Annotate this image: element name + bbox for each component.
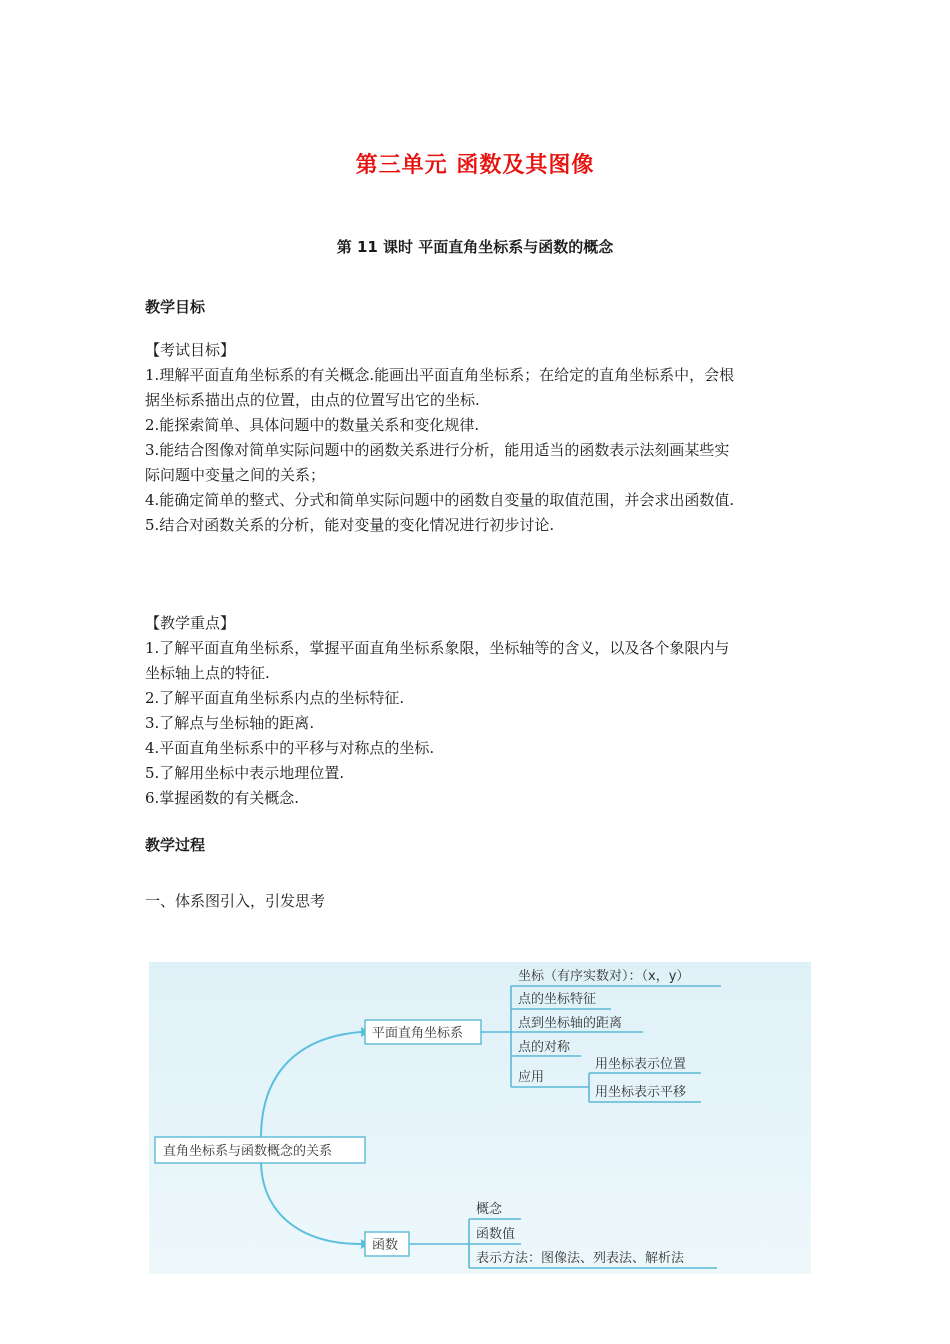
coord-item: 点到坐标轴的距离: [518, 1016, 623, 1031]
focus-label: 【教学重点】: [145, 614, 236, 632]
app-item: 用坐标表示平移: [595, 1085, 687, 1100]
objectives-heading: 教学目标: [145, 298, 206, 316]
func-item: 表示方法：图像法、列表法、解析法: [476, 1251, 685, 1266]
func-item: 概念: [476, 1202, 503, 1217]
process-heading: 教学过程: [145, 836, 206, 854]
focus-points: [145, 611, 810, 811]
coord-node: 平面直角坐标系: [372, 1026, 464, 1041]
exam-line: 2.能探索简单、具体问题中的数量关系和变化规律.: [145, 416, 480, 434]
exam-objectives: [145, 338, 810, 538]
focus-line: 1.了解平面直角坐标系，掌握平面直角坐标系象限，坐标轴等的含义，以及各个象限内与: [145, 639, 730, 657]
exam-line: 际问题中变量之间的关系；: [145, 466, 326, 484]
focus-line: 2.了解平面直角坐标系内点的坐标特征.: [145, 689, 405, 707]
page-title: 第三单元 函数及其图像: [355, 153, 595, 178]
func-node: 函数: [372, 1238, 399, 1253]
focus-line: 3.了解点与坐标轴的距离.: [145, 714, 315, 732]
coord-item: 坐标（有序实数对）：（x，y）: [518, 969, 690, 984]
mind-map: [149, 962, 811, 1274]
root-node: 直角坐标系与函数概念的关系: [163, 1144, 333, 1159]
focus-line: 坐标轴上点的特征.: [145, 664, 270, 682]
connector-root-coord: [261, 1032, 361, 1138]
focus-line: 6.掌握函数的有关概念.: [145, 789, 300, 807]
mind-map-diagram: [149, 962, 811, 1274]
exam-line: 据坐标系描出点的位置，由点的位置写出它的坐标.: [145, 391, 480, 409]
coord-item: 应用: [518, 1070, 545, 1085]
coord-item: 点的坐标特征: [518, 992, 597, 1007]
exam-label: 【考试目标】: [145, 341, 236, 359]
lesson-title: 第 11 课时 平面直角坐标系与函数的概念: [336, 238, 614, 256]
process-step-1: 一、体系图引入，引发思考: [145, 892, 326, 910]
exam-line: 1.理解平面直角坐标系的有关概念.能画出平面直角坐标系；在给定的直角坐标系中，会根: [145, 366, 735, 384]
func-item: 函数值: [476, 1227, 516, 1242]
connector-root-func: [261, 1160, 361, 1244]
coord-item: 点的对称: [518, 1040, 571, 1055]
exam-line: 5.结合对函数关系的分析，能对变量的变化情况进行初步讨论.: [145, 516, 555, 534]
exam-line: 3.能结合图像对简单实际问题中的函数关系进行分析，能用适当的函数表示法刻画某些实: [145, 441, 730, 459]
app-item: 用坐标表示位置: [595, 1057, 687, 1072]
focus-line: 5.了解用坐标中表示地理位置.: [145, 764, 345, 782]
focus-line: 4.平面直角坐标系中的平移与对称点的坐标.: [145, 739, 435, 757]
exam-line: 4.能确定简单的整式、分式和简单实际问题中的函数自变量的取值范围，并会求出函数值.: [145, 491, 735, 509]
